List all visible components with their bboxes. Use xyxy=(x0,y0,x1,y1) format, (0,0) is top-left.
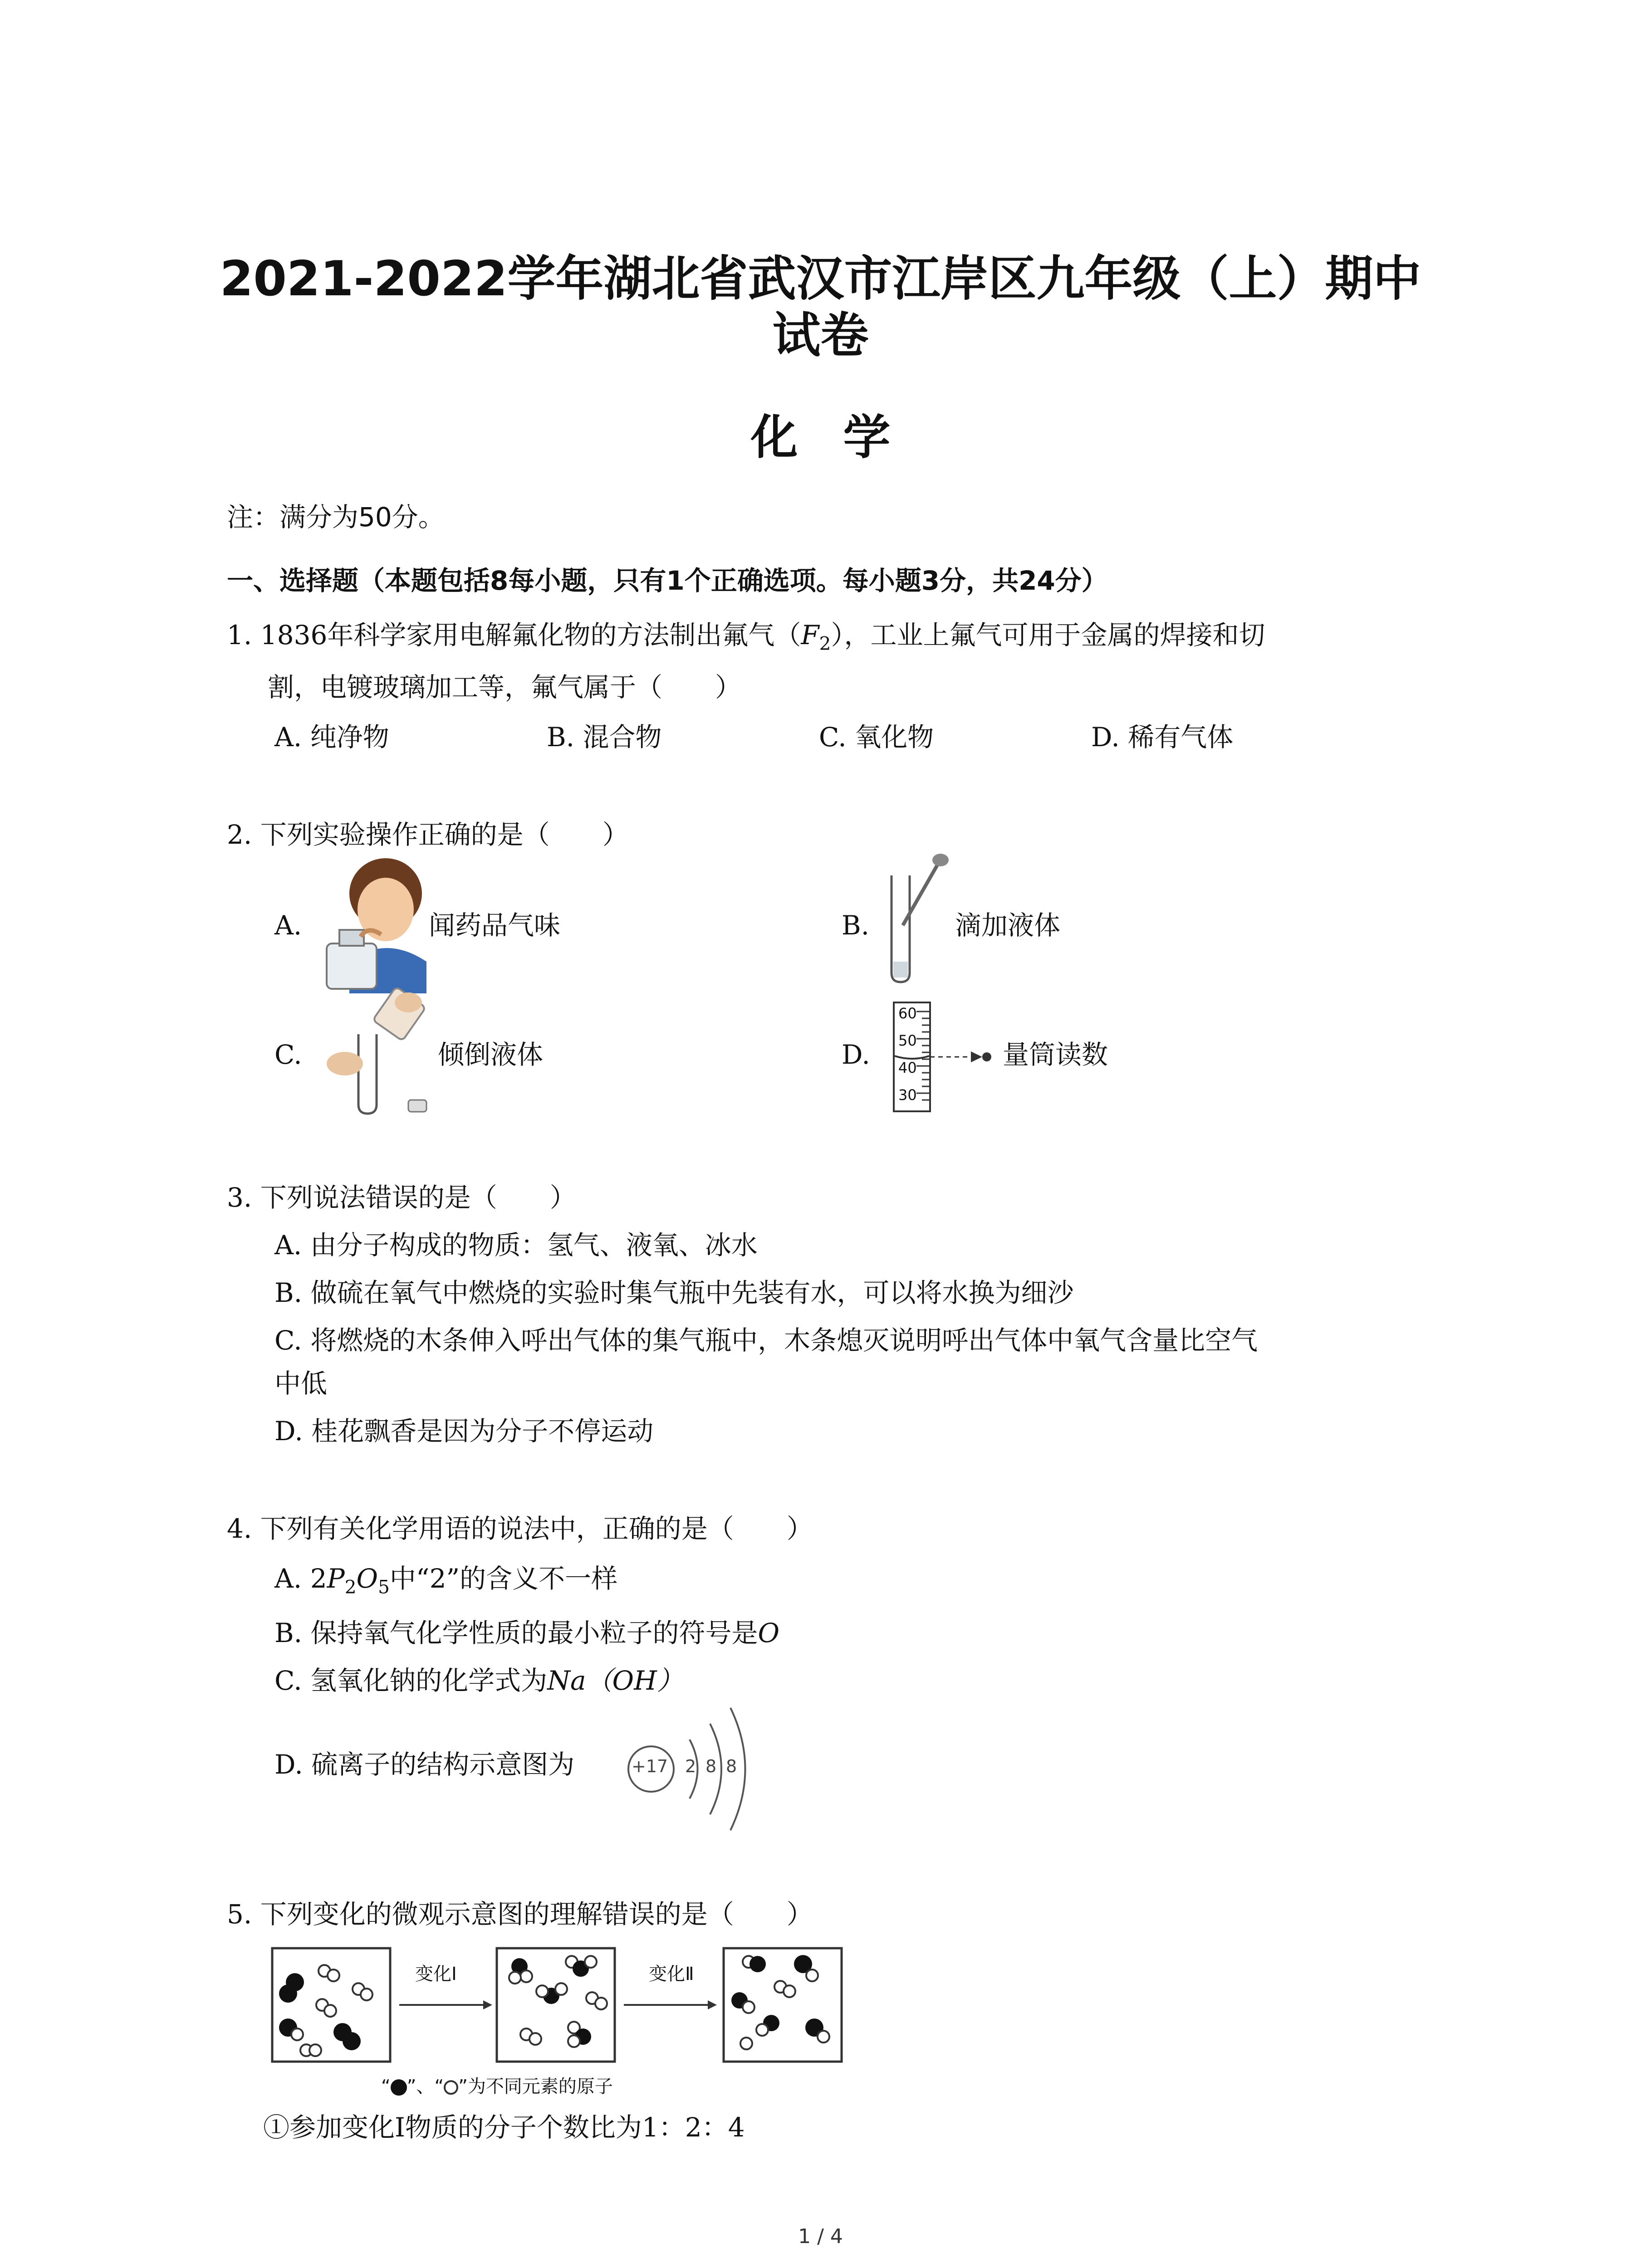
q1-option-a[interactable]: A. 纯净物 xyxy=(274,722,389,753)
white-atom-icon xyxy=(444,2080,458,2095)
q4-option-c[interactable]: C. 氢氧化钠的化学式为Na（OH） xyxy=(274,1665,683,1696)
q2-option-a-letter[interactable]: A. xyxy=(274,910,302,941)
change-1-label: 变化Ⅰ xyxy=(415,1964,457,1984)
q1-option-b[interactable]: B. 混合物 xyxy=(547,722,662,753)
q3-stem: 3. 下列说法错误的是（ ） xyxy=(227,1182,576,1213)
q5-stem: 5. 下列变化的微观示意图的理解错误的是（ ） xyxy=(227,1899,813,1930)
q3-option-b[interactable]: B. 做硫在氧气中燃烧的实验时集气瓶中先装有水，可以将水换为细沙 xyxy=(274,1277,1074,1308)
ion-nucleus-charge: +17 xyxy=(632,1756,668,1776)
q1-line-1: 1. 1836年科学家用电解氟化物的方法制出氟气$(F_2)$，工业上氟气可用于金属的焊接和切 xyxy=(227,620,1265,655)
title-line-2: 试卷 xyxy=(772,308,869,363)
q2-option-c-letter[interactable]: C. xyxy=(274,1039,302,1070)
q1-option-d[interactable]: D. 稀有气体 xyxy=(1091,722,1234,753)
q3-option-c-line-1[interactable]: C. 将燃烧的木条伸入呼出气体的集气瓶中，木条熄灭说明呼出气体中氧气含量比空气 xyxy=(274,1325,1258,1356)
subject-title: 化学 xyxy=(750,410,936,465)
q4-option-a[interactable]: A. $2P_2O_5$中“2”的含义不一样 xyxy=(274,1563,618,1598)
page-number: 1 / 4 xyxy=(798,2225,843,2248)
q2-option-d-text: 量筒读数 xyxy=(1003,1039,1108,1070)
ion-shell-3: 8 xyxy=(726,1756,737,1776)
q1-option-c[interactable]: C. 氧化物 xyxy=(819,722,934,753)
ion-shell-1: 2 xyxy=(685,1756,696,1776)
smelling-boy-icon xyxy=(318,857,436,993)
q5-statement-1: ①参加变化Ⅰ物质的分子个数比为1：2：4 xyxy=(263,2112,745,2143)
cylinder-tick-30: 30 xyxy=(898,1086,917,1104)
q2-option-d-letter[interactable]: D. xyxy=(842,1039,870,1070)
q1-line-2: 割，电镀玻璃加工等，氟气属于（ ） xyxy=(268,672,742,703)
dropper-test-tube-icon xyxy=(882,853,955,984)
cylinder-tick-40: 40 xyxy=(898,1059,917,1076)
q2-stem: 2. 下列实验操作正确的是（ ） xyxy=(227,819,629,850)
q2-option-a-text: 闻药品气味 xyxy=(429,910,561,941)
q4-option-d[interactable]: D. 硫离子的结构示意图为 xyxy=(274,1749,575,1780)
ion-shell-2: 8 xyxy=(705,1756,717,1776)
micro-change-diagram xyxy=(268,1944,876,2071)
score-note: 注：满分为50分。 xyxy=(227,502,445,533)
q4-stem: 4. 下列有关化学用语的说法中，正确的是（ ） xyxy=(227,1513,813,1544)
q2-option-b-text: 滴加液体 xyxy=(955,910,1061,941)
title-line-1: 2021-2022学年湖北省武汉市江岸区九年级（上）期中 xyxy=(220,251,1421,307)
cylinder-tick-60: 60 xyxy=(898,1005,917,1022)
change-2-label: 变化Ⅱ xyxy=(649,1964,694,1984)
q4-option-b[interactable]: B. 保持氧气化学性质的最小粒子的符号是O xyxy=(274,1618,780,1648)
section-header: 一、选择题（本题包括8每小题，只有1个正确选项。每小题3分，共24分） xyxy=(227,565,1108,596)
cylinder-tick-50: 50 xyxy=(898,1032,917,1049)
legend: “ ”、“ ”为不同元素的原子 xyxy=(381,2076,613,2097)
pouring-liquid-icon xyxy=(318,984,436,1120)
q2-option-c-text: 倾倒液体 xyxy=(438,1039,544,1070)
q3-option-c-line-2: 中低 xyxy=(274,1368,328,1399)
q2-option-b-letter[interactable]: B. xyxy=(842,910,870,941)
q3-option-d[interactable]: D. 桂花飘香是因为分子不停运动 xyxy=(274,1416,654,1447)
black-atom-icon xyxy=(391,2079,407,2096)
q3-option-a[interactable]: A. 由分子构成的物质：氢气、液氧、冰水 xyxy=(274,1230,758,1261)
